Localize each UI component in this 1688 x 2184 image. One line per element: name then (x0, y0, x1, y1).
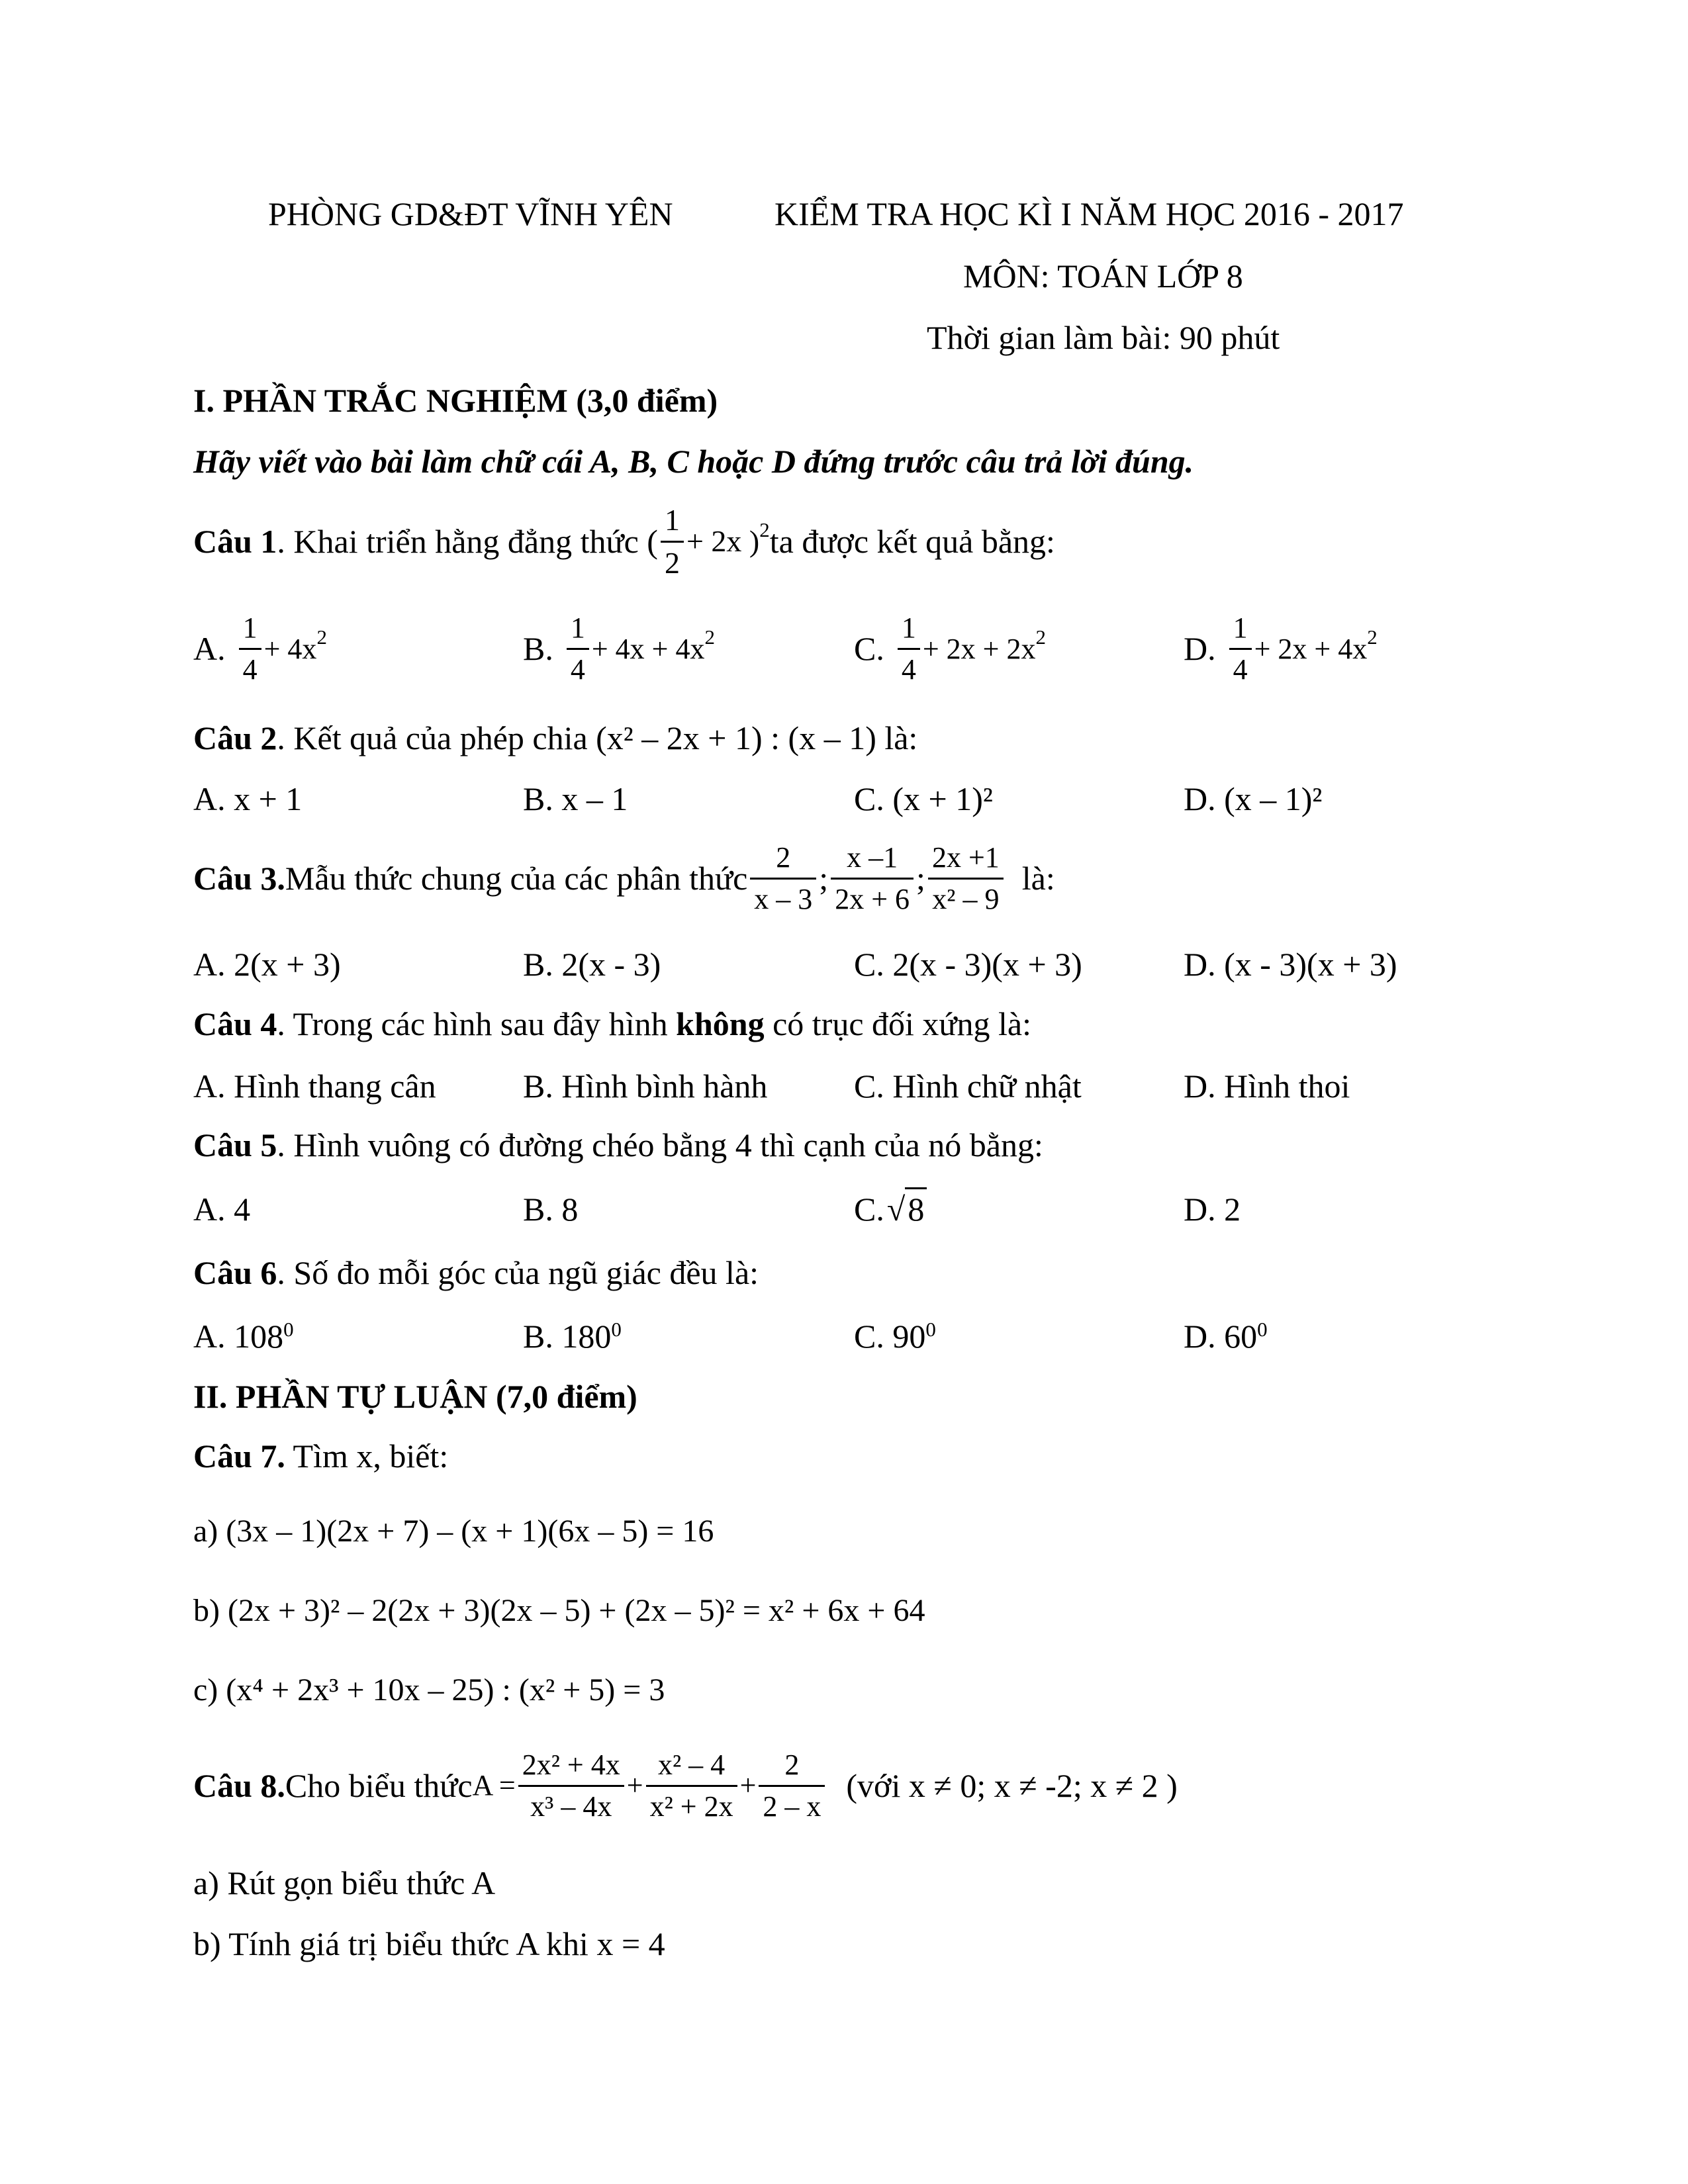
fraction-denominator: 4 (242, 653, 258, 686)
part1-instruction: Hãy viết vào bài làm chữ cái A, B, C hoặc D đứng trước câu trả lời đúng. (193, 443, 1194, 480)
question-7-item-a: a) (3x – 1)(2x + 7) – (x + 1)(6x – 5) = 16 (193, 1514, 714, 1549)
option-expression: + 2x + 2x (922, 632, 1036, 665)
question-6-text: . Số đo mỗi góc của ngũ giác đều là: (277, 1254, 759, 1291)
question-3-text: Mẫu thức chung của các phân thức (285, 860, 748, 897)
q5-option-a[interactable]: A. 4 (193, 1191, 251, 1228)
fraction-numerator: x –1 (831, 843, 914, 880)
question-5-text: . Hình vuông có đường chéo bằng 4 thì cạnh của nó bằng: (277, 1126, 1043, 1163)
question-3-label: Câu 3. (193, 860, 285, 897)
part2-title: II. PHẦN TỰ LUẬN (7,0 điểm) (193, 1378, 637, 1415)
fraction-numerator: 1 (1229, 614, 1252, 650)
question-3 (193, 835, 1055, 921)
question-8-lhs: A = (472, 1769, 516, 1801)
option-expression: + 2x + 4x (1254, 632, 1368, 665)
exam-subject: MÔN: TOÁN LỚP 8 (963, 257, 1243, 295)
fraction-numerator: 1 (567, 614, 589, 650)
fraction-denominator: x³ – 4x (530, 1790, 612, 1823)
department-name: PHÒNG GD&ĐT VĨNH YÊN (268, 195, 673, 232)
question-4-bold-word: không (676, 1005, 765, 1042)
option-exponent: 0 (611, 1317, 622, 1341)
fraction-denominator: 2x + 6 (835, 882, 910, 915)
question-2 (193, 721, 917, 754)
question-3-fraction-3 (928, 843, 1004, 914)
option-fraction (567, 611, 589, 686)
question-7-label: Câu 7. (193, 1437, 285, 1475)
question-8-item-a: a) Rút gọn biểu thức A (193, 1864, 496, 1901)
q6-option-c[interactable] (854, 1317, 936, 1355)
option-letter: C. (854, 1191, 884, 1228)
separator: ; (819, 860, 829, 897)
fraction-denominator: 2 – x (763, 1790, 821, 1823)
q2-option-c[interactable]: C. (x + 1)² (854, 780, 993, 817)
fraction-denominator: 4 (901, 653, 916, 686)
option-letter: C. (854, 630, 884, 667)
question-8-fraction-2 (646, 1748, 737, 1823)
q4-option-a[interactable]: A. Hình thang cân (193, 1068, 436, 1105)
option-text: B. 180 (523, 1318, 612, 1355)
question-1-text-b: ta được kết quả bằng: (769, 523, 1055, 560)
fraction-numerator: 2x +1 (928, 843, 1004, 880)
q1-option-b[interactable]: B. $\frac{1}{4}$ + 4x + 4x $^2$ (523, 611, 715, 686)
q4-option-b[interactable]: B. Hình bình hành (523, 1068, 768, 1105)
question-1: Câu 1 . Khai triển hằng đẳng thức ( $\frac{1}{2}$ + 2x ) $^2$ ta được kết quả bằng: (193, 502, 1055, 580)
square-root (887, 1190, 927, 1228)
fraction-denominator: x² + 2x (649, 1790, 733, 1823)
q1-option-d[interactable]: D. $\frac{1}{4}$ + 2x + 4x $^2$ (1184, 611, 1378, 686)
question-1-text-a: . Khai triển hằng đẳng thức ( (277, 523, 658, 560)
q3-option-d[interactable]: D. (x - 3)(x + 3) (1184, 946, 1397, 983)
separator: ; (916, 860, 925, 897)
question-4 (193, 1007, 1031, 1040)
question-8-fraction-3 (759, 1748, 825, 1823)
option-fraction (239, 611, 261, 686)
question-3-fraction-2 (831, 843, 914, 914)
option-letter: D. (1184, 630, 1216, 667)
question-5-label: Câu 5 (193, 1126, 277, 1163)
option-exponent: 0 (925, 1317, 936, 1341)
fraction-numerator: 1 (661, 505, 684, 543)
q2-option-b[interactable]: B. x – 1 (523, 780, 628, 817)
question-7 (193, 1439, 448, 1473)
question-3-tail: là: (1021, 860, 1055, 897)
fraction-numerator: 1 (898, 614, 920, 650)
radicand: 8 (905, 1187, 927, 1228)
option-expression: + 4x (263, 632, 317, 665)
question-3-fraction-1 (750, 843, 816, 914)
question-6 (193, 1256, 759, 1289)
question-8-fraction-1 (518, 1748, 624, 1823)
q5-option-b[interactable]: B. 8 (523, 1191, 579, 1228)
question-4-text-a: . Trong các hình sau đây hình (277, 1005, 677, 1042)
exam-duration: Thời gian làm bài: 90 phút (927, 319, 1280, 356)
plus-sign: + (739, 1769, 757, 1801)
option-fraction (1229, 611, 1252, 686)
option-fraction (898, 611, 920, 686)
q2-option-a[interactable]: A. x + 1 (193, 780, 303, 817)
fraction-denominator: x² – 9 (932, 882, 1000, 915)
question-8-item-b: b) Tính giá trị biểu thức A khi x = 4 (193, 1925, 665, 1962)
question-2-label: Câu 2 (193, 719, 277, 756)
fraction-numerator: 2x² + 4x (518, 1751, 624, 1787)
option-exponent: 0 (1257, 1317, 1268, 1341)
exam-title: KIỂM TRA HỌC KÌ I NĂM HỌC 2016 - 2017 (774, 195, 1404, 232)
option-text: A. 108 (193, 1318, 284, 1355)
question-8-condition: (với x ≠ 0; x ≠ -2; x ≠ 2 ) (846, 1767, 1178, 1804)
q2-option-d[interactable]: D. (x – 1)² (1184, 780, 1323, 817)
question-2-text: . Kết quả của phép chia (x² – 2x + 1) : (x – 1) là: (277, 719, 918, 756)
q3-option-a[interactable]: A. 2(x + 3) (193, 946, 341, 983)
question-8 (193, 1739, 1178, 1832)
fraction-denominator: x – 3 (754, 882, 813, 915)
option-exponent: 0 (283, 1317, 294, 1341)
fraction-numerator: 1 (239, 614, 261, 650)
question-6-label: Câu 6 (193, 1254, 277, 1291)
q5-option-c[interactable] (854, 1190, 927, 1228)
question-1-fraction (661, 502, 684, 580)
question-7-item-b: b) (2x + 3)² – 2(2x + 3)(2x – 5) + (2x – 5)² = x² + 6x + 64 (193, 1593, 925, 1628)
q6-option-a[interactable] (193, 1317, 294, 1355)
option-text: C. 90 (854, 1318, 926, 1355)
option-text: D. 60 (1184, 1318, 1258, 1355)
q4-option-d[interactable]: D. Hình thoi (1184, 1068, 1350, 1105)
q6-option-b[interactable] (523, 1317, 622, 1355)
q1-option-a[interactable]: A. $\frac{1}{4}$ + 4x $^2$ (193, 611, 327, 686)
option-letter: B. (523, 630, 553, 667)
option-letter: A. (193, 630, 226, 667)
question-1-expression: + 2x ) (686, 524, 760, 558)
plus-sign: + (626, 1769, 643, 1801)
q6-option-d[interactable] (1184, 1317, 1268, 1355)
fraction-denominator: 4 (1233, 653, 1248, 686)
part1-title: I. PHẦN TRẮC NGHIỆM (3,0 điểm) (193, 382, 718, 419)
question-1-label: Câu 1 (193, 523, 277, 560)
q4-option-c[interactable]: C. Hình chữ nhật (854, 1068, 1082, 1105)
q1-option-c[interactable]: C. $\frac{1}{4}$ + 2x + 2x $^2$ (854, 611, 1046, 686)
q3-option-b[interactable]: B. 2(x - 3) (523, 946, 661, 983)
question-8-text: Cho biểu thức (285, 1767, 473, 1804)
option-expression: + 4x + 4x (591, 632, 705, 665)
fraction-denominator: 4 (570, 653, 585, 686)
fraction-numerator: x² – 4 (646, 1751, 737, 1787)
question-5 (193, 1128, 1043, 1161)
radical-sign-icon: √ (886, 1191, 906, 1228)
question-7-text: Tìm x, biết: (285, 1437, 449, 1475)
question-4-text-b: có trục đối xứng là: (764, 1005, 1031, 1042)
question-7-item-c: c) (x⁴ + 2x³ + 10x – 25) : (x² + 5) = 3 (193, 1672, 665, 1707)
question-8-label: Câu 8. (193, 1767, 285, 1804)
fraction-numerator: 2 (750, 843, 816, 880)
fraction-numerator: 2 (759, 1751, 825, 1787)
q3-option-c[interactable]: C. 2(x - 3)(x + 3) (854, 946, 1082, 983)
fraction-denominator: 2 (664, 545, 680, 580)
question-4-label: Câu 4 (193, 1005, 277, 1042)
q5-option-d[interactable]: D. 2 (1184, 1191, 1241, 1228)
